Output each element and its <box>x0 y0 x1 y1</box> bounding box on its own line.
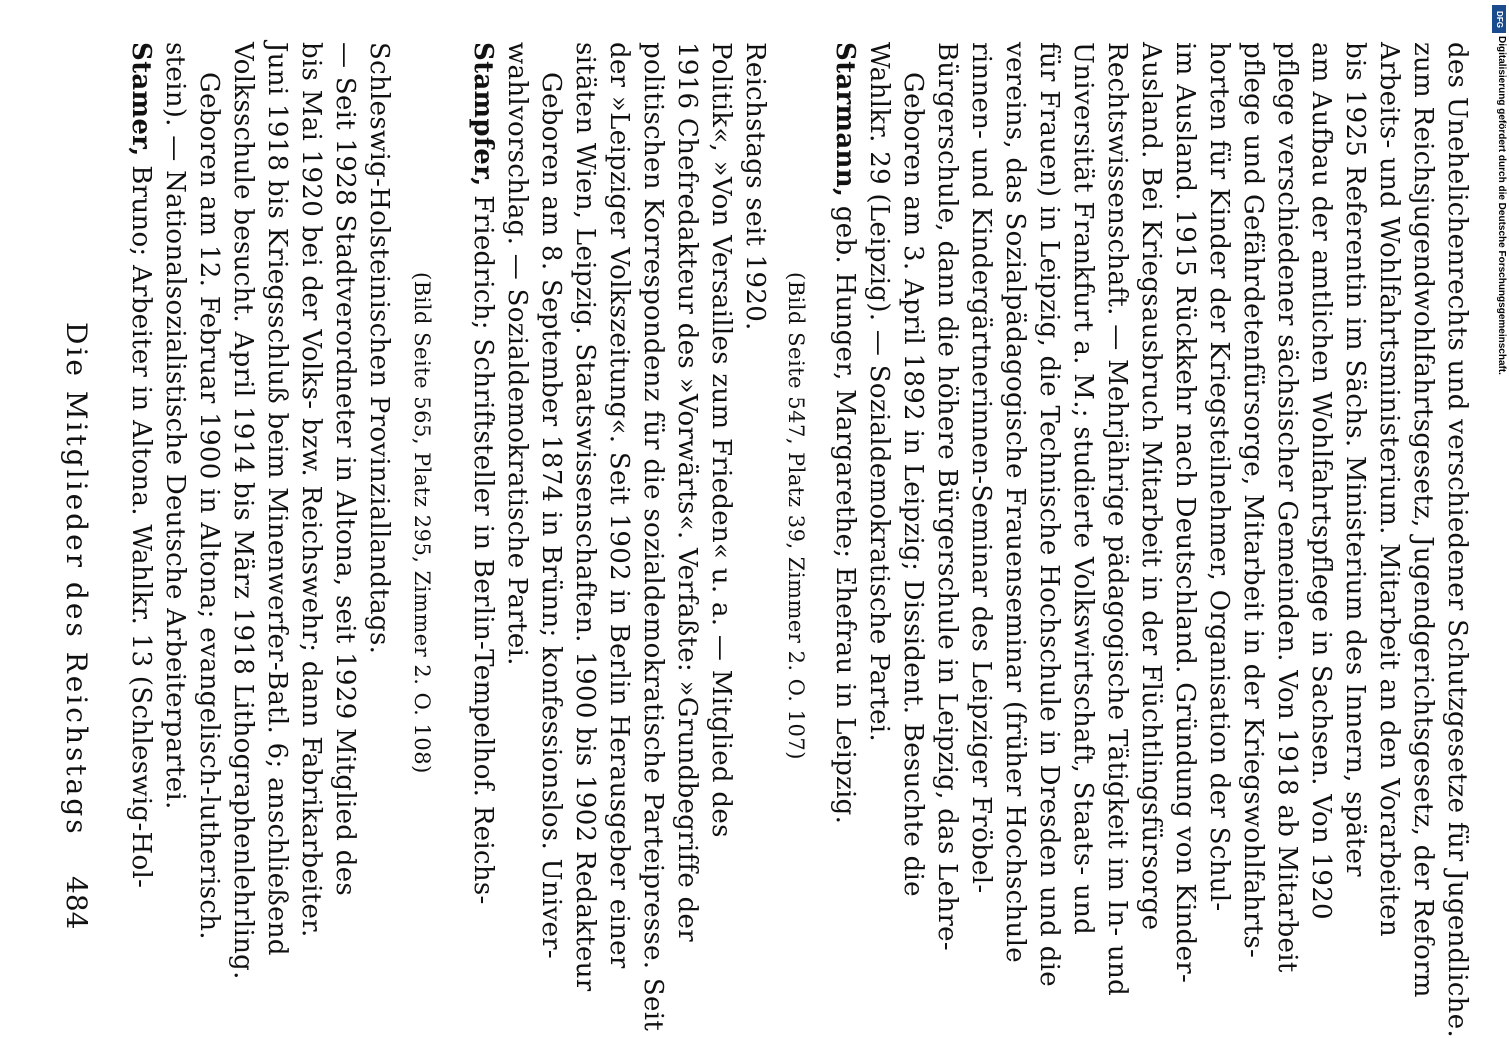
entry-line: wahlvorschlag. — Sozialdemokratische Partei. <box>502 42 532 666</box>
entry-line: pflege und Gefährdetenfürsorge, Mitarbeit in der Kriegswohlfahrts- <box>1238 42 1268 959</box>
entry-line: der »Leipziger Volkszeitung«. Seit 1902 in Berlin Herausgeber einer <box>604 42 634 969</box>
entry-line: bis 1925 Referentin im Sächs. Ministerium des Innern, später <box>1340 42 1370 877</box>
entry-line: zum Reichsjugendwohlfahrtsgesetz, Jugendgerichtsgesetz, der Reform <box>1408 42 1438 998</box>
photo-caption: (Bild Seite 565, Platz 295, Zimmer 2. O. 108) <box>410 272 434 774</box>
entry-line: Geboren am 3. April 1892 in Leipzig; Dissident. Besuchte die <box>898 72 928 897</box>
entry-line: im Ausland. 1915 Rückkehr nach Deutschland. Gründung von Kinder- <box>1170 42 1200 984</box>
entry-line: — Seit 1928 Stadtverordneter in Altona, seit 1929 Mitglied des <box>330 42 360 897</box>
entry-line: Arbeits- und Wohlfahrtsministerium. Mitarbeit an den Vorarbeiten <box>1374 42 1404 937</box>
entry-line: für Frauen) in Leipzig, die Technische Hochschule in Dresden und die <box>1034 42 1064 987</box>
entry-line: stein). — Nationalsozialistische Deutsche Arbeiterpartei. <box>160 42 190 810</box>
entry-line: bis Mai 1920 bei der Volks- bzw. Reichswehr; dann Fabrikarbeiter. <box>296 42 326 938</box>
entry-line: Rechtswissenschaft. — Mehrjährige pädagogische Tätigkeit im In- und <box>1102 42 1132 997</box>
digitization-credit: Digitalisierung gefördert durch die Deutsche Forschungsgemeinschaft. <box>1496 36 1507 375</box>
entry-line: 1916 Chefredakteur des »Vorwärts«. Verfaßte: »Grundbegriffe der <box>672 42 702 942</box>
entry-line: des Unehelichenrechts und verschiedener Schutzgesetze für Jugendliche. <box>1442 42 1472 1038</box>
entry-line: Stamer, Bruno; Arbeiter in Altona. Wahlkr. 13 (Schleswig-Hol- <box>126 42 156 889</box>
entry-line: pflege verschiedener sächsischer Gemeinden. Von 1918 ab Mitarbeit <box>1272 42 1302 973</box>
entry-line: Juni 1918 bis Kriegsschluß beim Minenwerfer-Batl. 6; anschließend <box>262 42 292 956</box>
entry-line: Politik«, »Von Versailles zum Frieden« u. a. — Mitglied des <box>706 42 736 838</box>
entry-line: Volksschule besucht. April 1914 bis März 1918 Lithographenlehrling. <box>228 42 258 980</box>
dfg-logo: DFG <box>1492 5 1506 33</box>
entry-line: politischen Korrespondenz für die sozialdemokratische Parteipresse. Seit <box>638 42 668 1032</box>
entry-line: Schleswig-Holsteinischen Provinziallandtags. <box>364 42 394 655</box>
entry-line: Reichstags seit 1920. <box>740 42 770 331</box>
page-title: Die Mitglieder des Reichstags <box>60 322 93 837</box>
member-name: Starmann, <box>830 42 860 198</box>
entry-line: Wahlkr. 29 (Leipzig). — Sozialdemokratische Partei. <box>864 42 894 742</box>
entry-line: sitäten Wien, Leipzig. Staatswissenschaften. 1900 bis 1902 Redakteur <box>570 42 600 992</box>
member-name: Stampfer, <box>468 42 498 187</box>
entry-line: rinnen- und Kindergärtnerinnen-Seminar des Leipziger Fröbel- <box>966 42 996 894</box>
entry-line: Stampfer, Friedrich; Schriftsteller in Berlin-Tempelhof. Reichs- <box>468 42 498 905</box>
entry-line: vereins, das Sozialpädagogische Frauenseminar (früher Hochschule <box>1000 42 1030 963</box>
entry-line: Starmann, geb. Hunger, Margarethe; Ehefrau in Leipzig. <box>830 42 860 825</box>
entry-line: Bürgerschule, dann die höhere Bürgerschule in Leipzig, das Lehre- <box>932 42 962 951</box>
entry-line: Ausland. Bei Kriegsausbruch Mitarbeit in der Flüchtlingsfürsorge <box>1136 42 1166 931</box>
page-number: 484 <box>60 876 93 930</box>
entry-line: Geboren am 8. September 1874 in Brünn; konfessionslos. Univer- <box>536 72 566 959</box>
entry-line: horten für Kinder der Kriegsteilnehmer, Organisation der Schul- <box>1204 42 1234 912</box>
entry-line: Universität Frankfurt a. M.; studierte Volkswirtschaft, Staats- und <box>1068 42 1098 936</box>
photo-caption: (Bild Seite 547, Platz 39, Zimmer 2. O. 107) <box>784 272 808 760</box>
entry-line: am Aufbau der amtlichen Wohlfahrtspflege in Sachsen. Von 1920 <box>1306 42 1336 920</box>
entry-line: Geboren am 12. Februar 1900 in Altona; evangelisch-lutherisch. <box>194 72 224 940</box>
member-name: Stamer, <box>126 42 156 157</box>
